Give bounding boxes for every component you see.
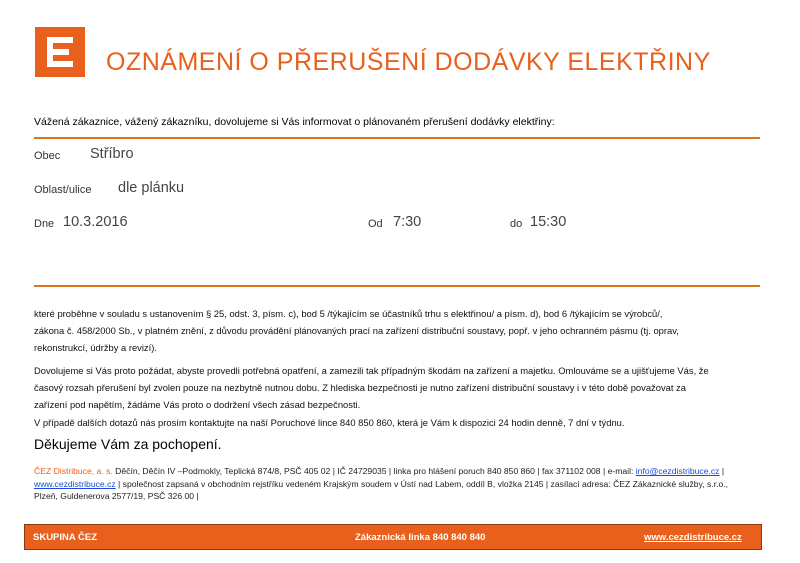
footer-web-link[interactable]: www.cezdistribuce.cz [644,532,742,543]
date-value: 10.3.2016 [63,214,128,230]
contact-block [34,465,754,503]
text-line: zákona č. 458/2000 Sb., v platném znění, z důvodu provádění plánovaných prací na zařízení distribuční soustavy, popř. v jeho ochranném pásmu (tj. oprav, [34,325,679,336]
divider-bottom [34,285,760,287]
obec-label: Obec [34,150,61,162]
separator: | [719,466,725,476]
text-line: časový rozsah přerušení byl zvolen pouze na nezbytně nutnou dobu. Z hlediska bezpečnosti je nutno zařízení distribuční soustavy i v této době považovat za [34,382,686,393]
text-line: V případě dalších dotazů nás prosím kontaktujte na naší Poruchové lince 840 850 860, která je Vám k dispozici 24 hodin denně, 7 dní v týdnu. [34,417,625,428]
footer-group: SKUPINA ČEZ [33,532,98,543]
thanks-text: Děkujeme Vám za pochopení. [34,436,222,452]
date-label: Dne [34,218,55,230]
time-from-label: Od [368,218,383,230]
divider-top [34,137,760,139]
contact-text: | společnost zapsaná v obchodním rejstříku vedeném Krajským soudem v Ústí nad Labem, oddíl B, vložka 2145 | zasílací adresa: ČEZ Zákaznické služby, s.r.o., [115,478,729,489]
email-link[interactable]: info@cezdistribuce.cz [635,466,720,476]
paragraph-contact [34,414,754,431]
footer-hotline: Zákaznická linka 840 840 840 [355,532,486,543]
cez-logo-icon [35,27,85,77]
text-line: zařízení pod napětím, žádáme Vás proto o dodržení všech zásad bezpečnosti. [34,399,361,410]
contact-text: Plzeň, Guldenerova 2577/19, PSČ 326 00 | [34,491,199,501]
time-to-value: 15:30 [530,214,567,230]
text-line: Dovolujeme si Vás proto požádat, abyste provedli potřebná opatření, a zamezili tak případným škodám na zařízení a majetku. Omlouváme se a ujišťujeme Vás, že [34,365,709,376]
oblast-label: Oblast/ulice [34,184,92,196]
obec-value: Stříbro [90,146,134,162]
page-title: OZNÁMENÍ O PŘERUŠENÍ DODÁVKY ELEKTŘINY [106,48,711,76]
text-line: rekonstrukcí, údržby a revizí). [34,342,157,353]
paragraph-legal [34,305,754,356]
website-link[interactable]: www.cezdistribuce.cz [34,478,116,489]
intro-text: Vážená zákaznice, vážený zákazníku, dovolujeme si Vás informovat o plánovaném přerušení dodávky elektřiny: [34,116,555,128]
paragraph-safety [34,362,754,413]
time-to-label: do [510,218,523,230]
text-line: které proběhne v souladu s ustanovením § 25, odst. 3, písm. c), bod 5 /týkajícím se účastníků trhu s elektřinou/ a písm. d), bod 6 /týkajícím se výrobců/, [34,308,663,319]
contact-text: Děčín, Děčín IV –Podmokly, Teplická 874/8, PSČ 405 02 | IČ 24729035 | linka pro hlášení poruch 840 850 860 | fax 371102 008 | e-mail: [112,466,636,476]
time-from-value: 7:30 [393,214,422,230]
footer-bar [24,524,762,550]
company-name: ČEZ Distribuce, a. s. [34,466,113,476]
oblast-value: dle plánku [118,180,185,196]
